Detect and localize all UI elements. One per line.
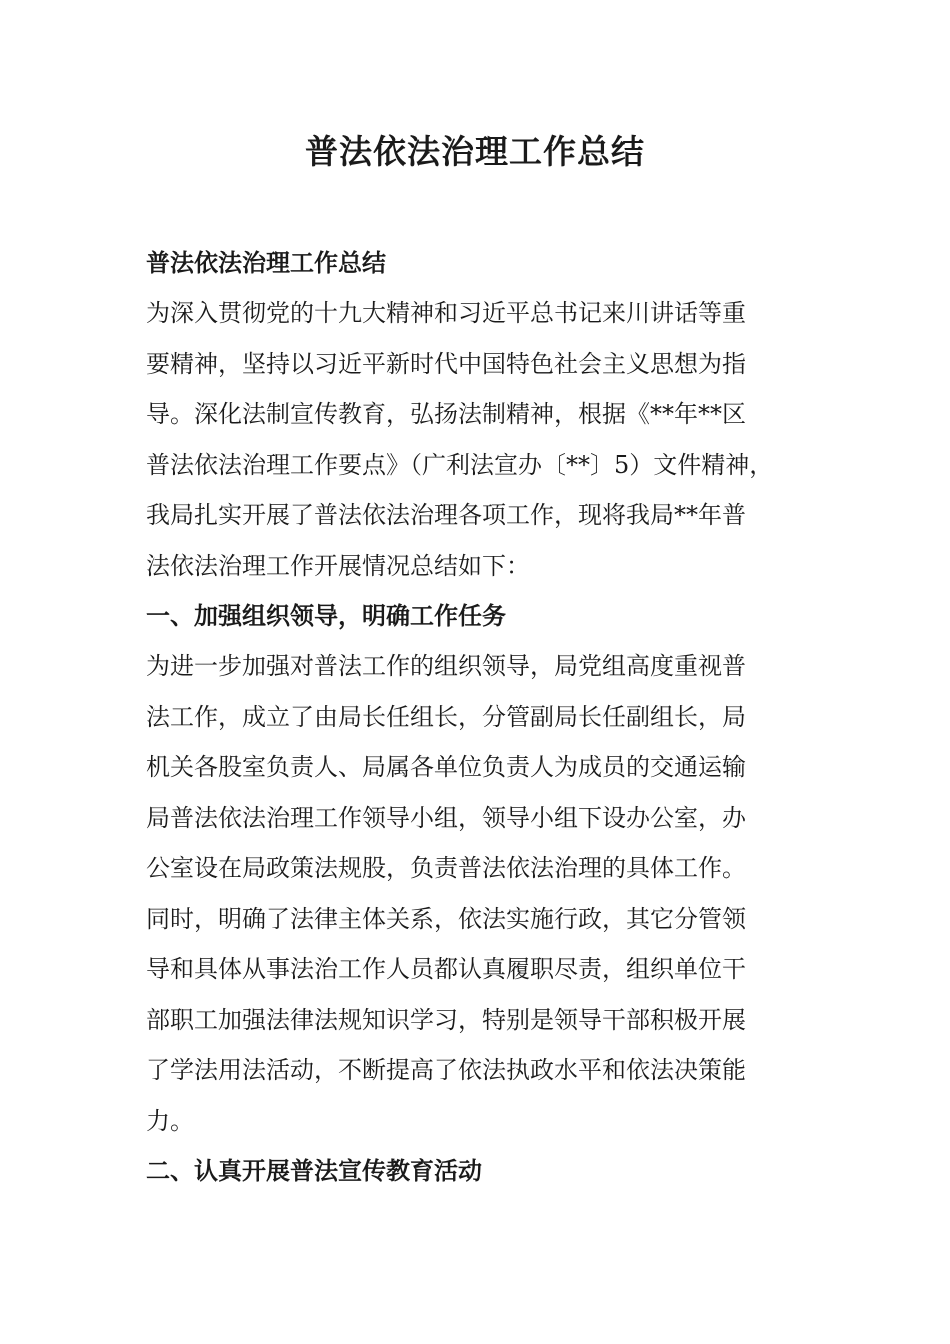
section-1-paragraph <box>146 641 816 1146</box>
text-line: 公室设在局政策法规股，负责普法依法治理的具体工作。 <box>146 854 746 882</box>
document-subtitle: 普法依法治理工作总结 <box>146 248 386 277</box>
text-line: 普法依法治理工作要点》（广利法宣办〔**〕5）文件精神， <box>146 450 774 479</box>
text-line: 了学法用法活动，不断提高了依法执政水平和依法决策能 <box>146 1056 746 1084</box>
text-line: 部职工加强法律法规知识学习，特别是领导干部积极开展 <box>146 1005 746 1034</box>
text-line: 力。 <box>146 1106 194 1135</box>
text-line: 机关各股室负责人、局属各单位负责人为成员的交通运输 <box>146 753 746 781</box>
text-line: 法工作，成立了由局长任组长，分管副局长任副组长，局 <box>146 702 746 731</box>
section-heading-1: 一、加强组织领导，明确工作任务 <box>146 601 506 630</box>
document-body <box>146 238 816 1196</box>
text-line: 导。深化法制宣传教育，弘扬法制精神，根据《**年**区 <box>146 400 746 428</box>
text-line: 我局扎实开展了普法依法治理各项工作，现将我局**年普 <box>146 501 746 529</box>
text-line: 为进一步加强对普法工作的组织领导，局党组高度重视普 <box>146 652 746 680</box>
document-title: 普法依法治理工作总结 <box>305 132 645 171</box>
text-line: 局普法依法治理工作领导小组，领导小组下设办公室，办 <box>146 803 746 832</box>
text-line: 同时，明确了法律主体关系，依法实施行政，其它分管领 <box>146 904 746 933</box>
text-line: 导和具体从事法治工作人员都认真履职尽责，组织单位干 <box>146 955 746 983</box>
text-line: 要精神，坚持以习近平新时代中国特色社会主义思想为指 <box>146 349 746 378</box>
section-heading-2: 二、认真开展普法宣传教育活动 <box>146 1156 482 1185</box>
text-line: 法依法治理工作开展情况总结如下： <box>146 551 530 580</box>
intro-paragraph <box>146 288 816 591</box>
text-line: 为深入贯彻党的十九大精神和习近平总书记来川讲话等重 <box>146 299 746 327</box>
